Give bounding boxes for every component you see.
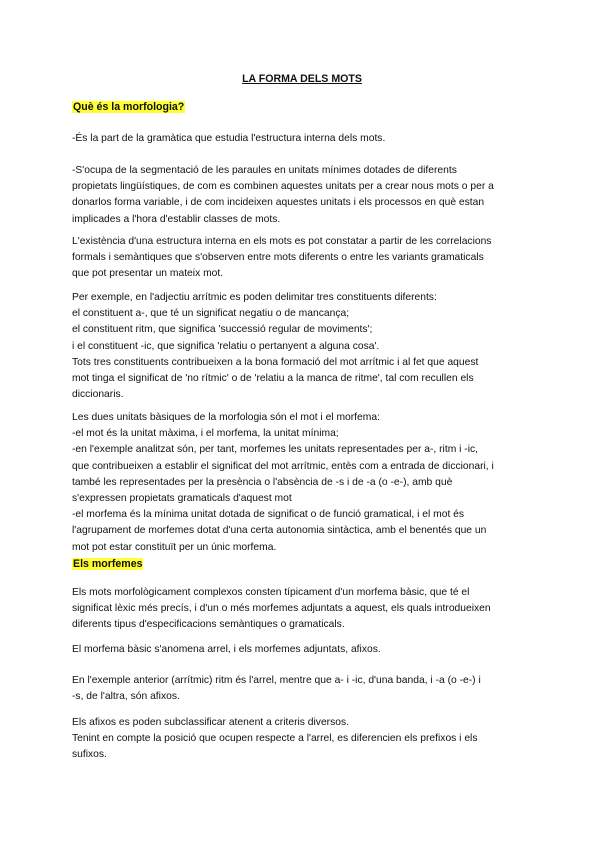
text-line: implicades a l'hora d'establir classes de mots.: [72, 213, 281, 225]
paragraph-example-analysis: [72, 673, 532, 705]
text-line: el constituent ritm, que significa 'successió regular de moviments';: [72, 324, 373, 336]
text-line: -S'ocupa de la segmentació de les paraules en unitats mínimes dotades de diferents: [72, 165, 457, 176]
text-line: diccionaris.: [72, 389, 124, 401]
text-line: que pot presentar un mateix mot.: [72, 268, 224, 280]
text-line: Els mots morfològicament complexos consten típicament d'un morfema bàsic, que té el: [72, 587, 470, 598]
section-heading-morfemes: [72, 556, 143, 572]
text-line: mot tinga el significat de 'no rítmic' o de 'relatiu a la manca de ritme', tal com recullen els: [72, 373, 474, 385]
heading-highlight: Què és la morfologia?: [73, 101, 185, 113]
text-line: formals i semàntiques que s'observen entre mots diferents o entre les variants gramaticals: [72, 252, 484, 264]
text-line: significat lèxic més precís, i d'un o més morfemes adjuntats a aquest, els quals introdueixen: [72, 603, 491, 615]
text-line: Les dues unitats bàsiques de la morfologia són el mot i el morfema:: [72, 412, 380, 423]
text-line: Per exemple, en l'adjectiu arrítmic es poden delimitar tres constituents diferents:: [72, 292, 437, 303]
paragraph-example: [72, 290, 532, 403]
paragraph-internal-structure: [72, 234, 532, 283]
paragraph-affix-classification: [72, 715, 532, 764]
text-line: -el morfema és la mínima unitat dotada de significat o de funció gramatical, i el mot és: [72, 509, 465, 521]
text-line: -s, de l'altra, són afixos.: [72, 691, 180, 703]
text-line: l'agrupament de morfemes dotat d'una certa autonomia sintàctica, amb el benentés que un: [72, 525, 487, 537]
paragraph-root-affixes: [72, 642, 532, 658]
text-line: -És la part de la gramàtica que estudia l'estructura interna dels mots.: [72, 133, 386, 144]
paragraph-complex-words: [72, 585, 532, 634]
text-line: Tots tres constituents contribueixen a la bona formació del mot arrítmic i al fet que aquest: [72, 356, 479, 368]
text-line: El morfema bàsic s'anomena arrel, i els morfemes adjuntats, afixos.: [72, 644, 381, 655]
text-line: L'existència d'una estructura interna en els mots es pot constatar a partir de les correlacions: [72, 236, 492, 247]
text-line: -en l'exemple analitzat són, per tant, morfemes les unitats representades per a-, ritm i -ic,: [72, 444, 479, 456]
text-line: diferents tipus d'especificacions semàntiques o gramaticals.: [72, 619, 345, 631]
text-line: s'expressen propietats gramaticals d'aquest mot: [72, 493, 292, 505]
paragraph-basic-units: [72, 410, 532, 556]
text-line: i el constituent -ic, que significa 'relatiu o pertanyent a alguna cosa'.: [72, 340, 380, 352]
page-title: LA FORMA DELS MOTS: [242, 73, 362, 85]
paragraph-segmentation: [72, 163, 532, 228]
text-line: propietats lingüístiques, de com es combinen aquestes unitats per a crear nous mots o per a: [72, 181, 494, 193]
text-line: En l'exemple anterior (arrítmic) ritm és l'arrel, mentre que a- i -ic, d'una banda, i -a (o -e-) i: [72, 675, 481, 686]
text-line: -el mot és la unitat màxima, i el morfema, la unitat mínima;: [72, 428, 339, 440]
paragraph-definition: [72, 131, 532, 147]
text-line: Els afixos es poden subclassificar atenent a criteris diversos.: [72, 717, 350, 728]
text-line: sufixos.: [72, 749, 107, 761]
text-line: donarlos forma variable, i de com incideixen aquestes unitats i els processos en què estan: [72, 197, 485, 209]
text-line: que contribueixen a establir el significat del mot arrítmic, entès com a entrada de diccionari, i: [72, 460, 494, 472]
section-heading-morfologia: [72, 99, 185, 115]
text-line: mot pot estar constituït per un únic morfema.: [72, 541, 277, 553]
heading-highlight: Els morfemes: [73, 558, 143, 570]
text-line: també les representades per la presència o l'absència de -s i de -a (o -e-), amb què: [72, 476, 453, 488]
text-line: Tenint en compte la posició que ocupen respecte a l'arrel, es diferencien els prefixos i els: [72, 733, 478, 745]
text-line: el constituent a-, que té un significat negatiu o de mancança;: [72, 308, 350, 320]
